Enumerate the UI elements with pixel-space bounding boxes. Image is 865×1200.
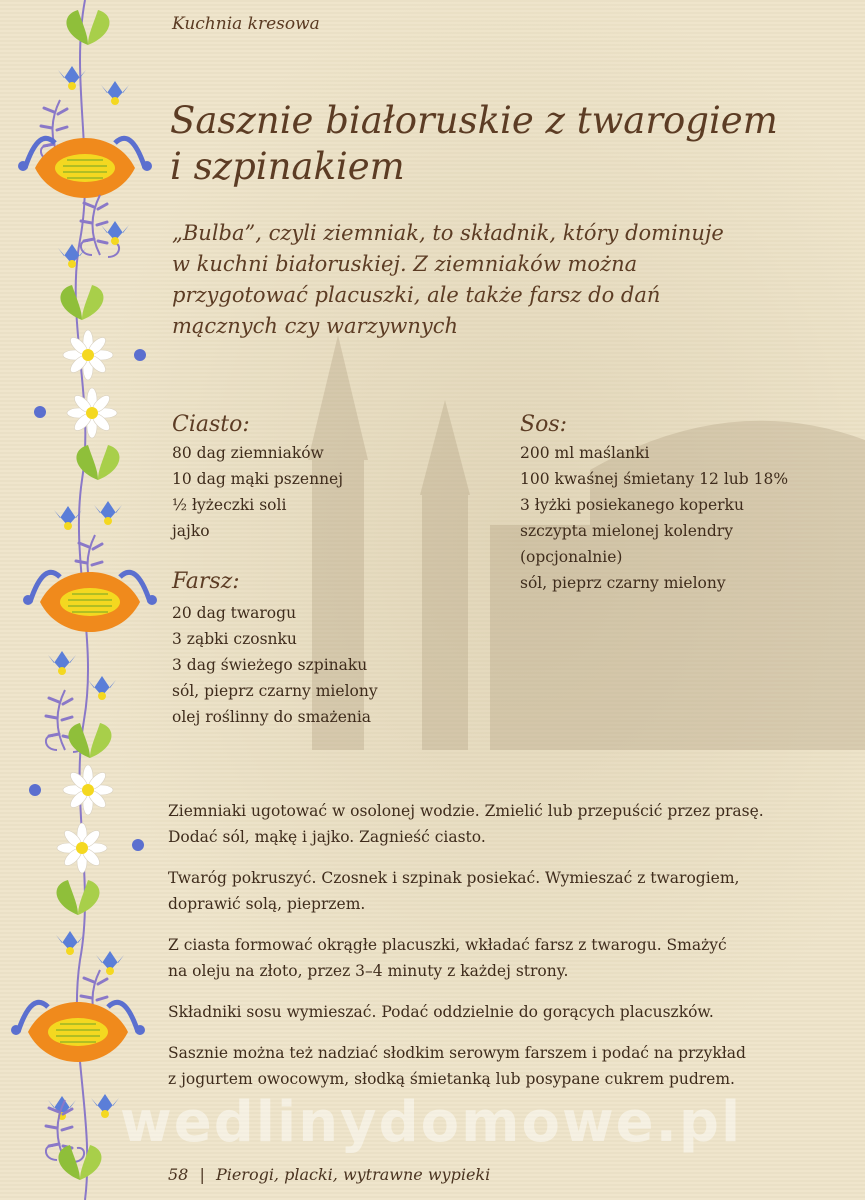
recipe-title-line-1: Sasznie białoruskie z twarogiem (170, 99, 778, 142)
intro-line: w kuchni białoruskiej. Z ziemniaków można (172, 252, 638, 276)
step-line: Dodać sól, mąkę i jajko. Zagnieść ciasto. (168, 828, 486, 846)
chapter-title: Pierogi, placki, wytrawne wypieki (215, 1165, 491, 1184)
ingredient-item: szczypta mielonej kolendry (520, 522, 733, 540)
ingredient-item: 3 ząbki czosnku (172, 630, 297, 648)
ingredient-item: 200 ml maślanki (520, 444, 650, 462)
footer-separator: | (199, 1165, 205, 1184)
step-line: Ziemniaki ugotować w osolonej wodzie. Zmielić lub przepuścić przez prasę. (168, 802, 764, 820)
step-line: na oleju na złoto, przez 3–4 minuty z każdej strony. (168, 962, 569, 980)
ingredient-item: 100 kwaśnej śmietany 12 lub 18% (520, 470, 789, 488)
step-paragraph (168, 999, 843, 1025)
ingredient-item: 80 dag ziemniaków (172, 444, 324, 462)
step-line: doprawić solą, pieprzem. (168, 895, 366, 913)
ingredient-item: jajko (172, 522, 210, 540)
page-number: 58 (168, 1165, 189, 1184)
ingredient-item: sól, pieprz czarny mielony (520, 574, 726, 592)
intro-line: przygotować placuszki, ale także farsz do dań (172, 283, 661, 307)
ingredients-sos-list (520, 440, 788, 596)
preparation-steps (168, 798, 843, 1107)
step-paragraph (168, 798, 843, 850)
recipe-title (170, 98, 830, 190)
ingredient-item: sól, pieprz czarny mielony (172, 682, 378, 700)
step-paragraph (168, 865, 843, 917)
ingredients-sos-title: Sos: (520, 412, 568, 437)
ingredient-item: olej roślinny do smażenia (172, 708, 372, 726)
step-line: z jogurtem owocowym, słodką śmietanką lub posypane cukrem pudrem. (168, 1070, 735, 1088)
ingredients-ciasto-list (172, 440, 343, 544)
ingredients-farsz-title: Farsz: (172, 569, 240, 594)
ingredient-item: ½ łyżeczki soli (172, 496, 287, 514)
folk-floral-border (0, 0, 160, 1200)
ingredient-item: (opcjonalnie) (520, 548, 623, 566)
ingredient-item: 3 łyżki posiekanego koperku (520, 496, 744, 514)
ingredients-farsz-list (172, 600, 378, 730)
ingredient-item: 3 dag świeżego szpinaku (172, 656, 368, 674)
ingredient-item: 20 dag twarogu (172, 604, 297, 622)
intro-line: mącznych czy warzywnych (172, 314, 459, 338)
recipe-title-line-2: i szpinakiem (170, 145, 405, 188)
intro-line: „Bulba”, czyli ziemniak, to składnik, który dominuje (172, 221, 724, 245)
step-paragraph (168, 932, 843, 984)
ingredients-ciasto-title: Ciasto: (172, 412, 250, 437)
step-line: Twaróg pokruszyć. Czosnek i szpinak posiekać. Wymieszać z twarogiem, (168, 869, 740, 887)
watermark: wedlinydomowe.pl (120, 1090, 743, 1155)
step-paragraph (168, 1040, 843, 1092)
recipe-intro (172, 218, 822, 342)
ingredient-item: 10 dag mąki pszennej (172, 470, 344, 488)
section-header: Kuchnia kresowa (172, 14, 320, 34)
page-footer (168, 1165, 490, 1184)
step-line: Z ciasta formować okrągłe placuszki, wkładać farsz z twarogu. Smażyć (168, 936, 727, 954)
step-line: Składniki sosu wymieszać. Podać oddzielnie do gorących placuszków. (168, 1003, 714, 1021)
step-line: Sasznie można też nadziać słodkim serowym farszem i podać na przykład (168, 1044, 746, 1062)
